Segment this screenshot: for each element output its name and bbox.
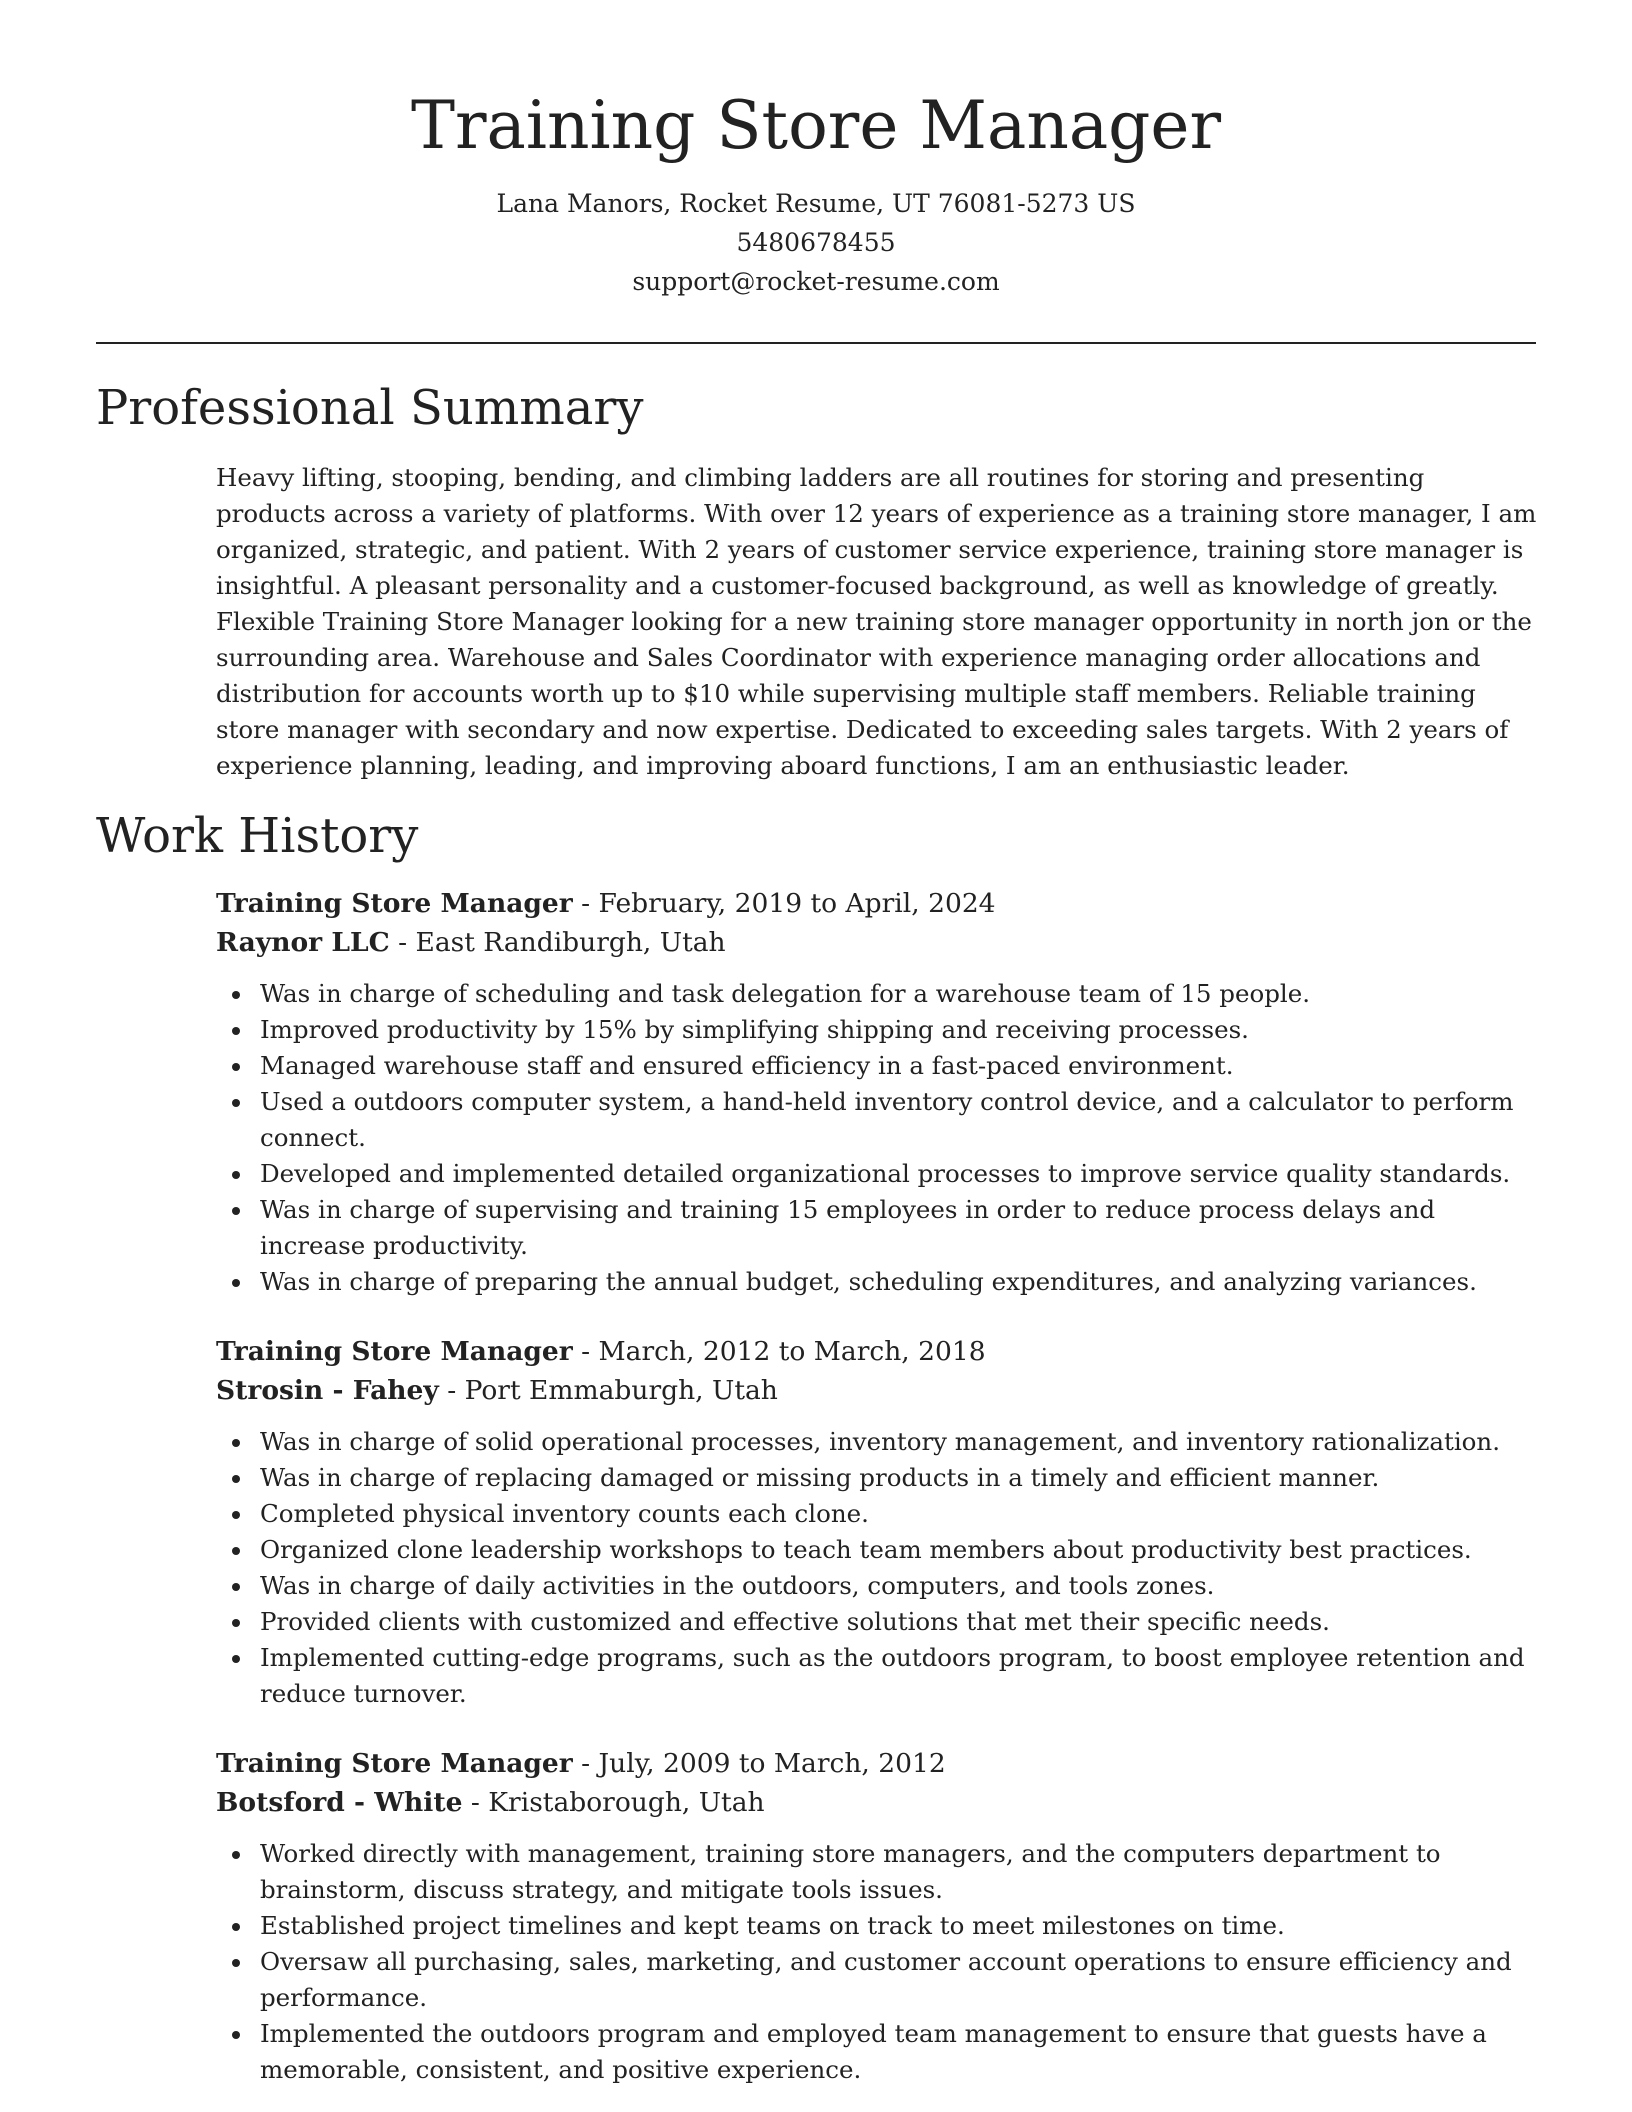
job-company-line	[216, 1371, 1538, 1410]
list-item: Was in charge of replacing damaged or missing products in a timely and efficient manner.	[260, 1460, 1538, 1496]
list-item: Was in charge of preparing the annual budget, scheduling expenditures, and analyzing variances.	[260, 1264, 1538, 1300]
job-bullet-list	[216, 976, 1538, 1300]
list-item: Provided clients with customized and effective solutions that met their specific needs.	[260, 1604, 1538, 1640]
job-location: - East Randiburgh, Utah	[389, 927, 726, 958]
job-location: - Kristaborough, Utah	[462, 1787, 765, 1818]
list-item: Established project timelines and kept teams on track to meet milestones on time.	[260, 1908, 1538, 1944]
list-item: Implemented cutting-edge programs, such as the outdoors program, to boost employee retention and reduce turnover.	[260, 1640, 1538, 1712]
job-title-line	[216, 884, 1538, 923]
job-dates: - February, 2019 to April, 2024	[572, 888, 996, 919]
list-item: Was in charge of supervising and training 15 employees in order to reduce process delays and increase productivity.	[260, 1192, 1538, 1264]
job-location: - Port Emmaburgh, Utah	[438, 1375, 778, 1406]
contact-phone: 5480678455	[736, 228, 896, 257]
job-entry	[216, 884, 1538, 1300]
list-item: Was in charge of scheduling and task delegation for a warehouse team of 15 people.	[260, 976, 1538, 1012]
list-item: Oversaw all purchasing, sales, marketing, and customer account operations to ensure efficiency and performance.	[260, 1944, 1538, 2016]
job-company-line	[216, 923, 1538, 962]
job-bullet-list	[216, 1424, 1538, 1712]
work-history-heading: Work History	[96, 808, 419, 864]
contact-address: Lana Manors, Rocket Resume, UT 76081-5273 US	[496, 189, 1136, 218]
list-item: Used a outdoors computer system, a hand-held inventory control device, and a calculator to perform connect.	[260, 1084, 1538, 1156]
resume-title: Training Store Manager	[410, 87, 1222, 164]
job-company: Strosin - Fahey	[216, 1375, 439, 1406]
job-title-line	[216, 1332, 1538, 1371]
job-dates: - July, 2009 to March, 2012	[572, 1748, 946, 1779]
job-role: Training Store Manager	[216, 1748, 573, 1779]
list-item: Developed and implemented detailed organizational processes to improve service quality standards.	[260, 1156, 1538, 1192]
summary-heading: Professional Summary	[96, 380, 644, 436]
header-divider	[96, 342, 1536, 344]
job-company-line	[216, 1783, 1538, 1822]
list-item: Completed physical inventory counts each clone.	[260, 1496, 1538, 1532]
job-dates: - March, 2012 to March, 2018	[572, 1336, 986, 1367]
job-bullet-list	[216, 1836, 1538, 2088]
resume-header	[0, 82, 1632, 301]
job-title-line	[216, 1744, 1538, 1783]
contact-block	[0, 184, 1632, 301]
summary-text: Heavy lifting, stooping, bending, and climbing ladders are all routines for storing and presenting products across a variety of platforms. With over 12 years of experience as a training store manager, I am organized, strategic, and patient. With 2 years of customer service experience, training store manager is insightful. A pleasant personality and a customer-focused background, as well as knowledge of greatly. Flexible Training Store Manager looking for a new training store manager opportunity in north jon or the surrounding area. Warehouse and Sales Coordinator with experience managing order allocations and distribution for accounts worth up to $10 while supervising multiple staff members. Reliable training store manager with secondary and now expertise. Dedicated to exceeding sales targets. With 2 years of experience planning, leading, and improving aboard functions, I am an enthusiastic leader.	[216, 463, 1537, 780]
list-item: Organized clone leadership workshops to teach team members about productivity best practices.	[260, 1532, 1538, 1568]
job-company: Botsford - White	[216, 1787, 463, 1818]
job-entry	[216, 1744, 1538, 2088]
job-company: Raynor LLC	[216, 927, 390, 958]
contact-email: support@rocket-resume.com	[632, 267, 1000, 296]
job-role: Training Store Manager	[216, 888, 573, 919]
list-item: Improved productivity by 15% by simplifying shipping and receiving processes.	[260, 1012, 1538, 1048]
list-item: Worked directly with management, training store managers, and the computers department to brainstorm, discuss strategy, and mitigate tools issues.	[260, 1836, 1538, 1908]
list-item: Managed warehouse staff and ensured efficiency in a fast-paced environment.	[260, 1048, 1538, 1084]
list-item: Implemented the outdoors program and employed team management to ensure that guests have a memorable, consistent, and positive experience.	[260, 2016, 1538, 2088]
list-item: Was in charge of daily activities in the outdoors, computers, and tools zones.	[260, 1568, 1538, 1604]
job-role: Training Store Manager	[216, 1336, 573, 1367]
job-entry	[216, 1332, 1538, 1712]
list-item: Was in charge of solid operational processes, inventory management, and inventory rationalization.	[260, 1424, 1538, 1460]
